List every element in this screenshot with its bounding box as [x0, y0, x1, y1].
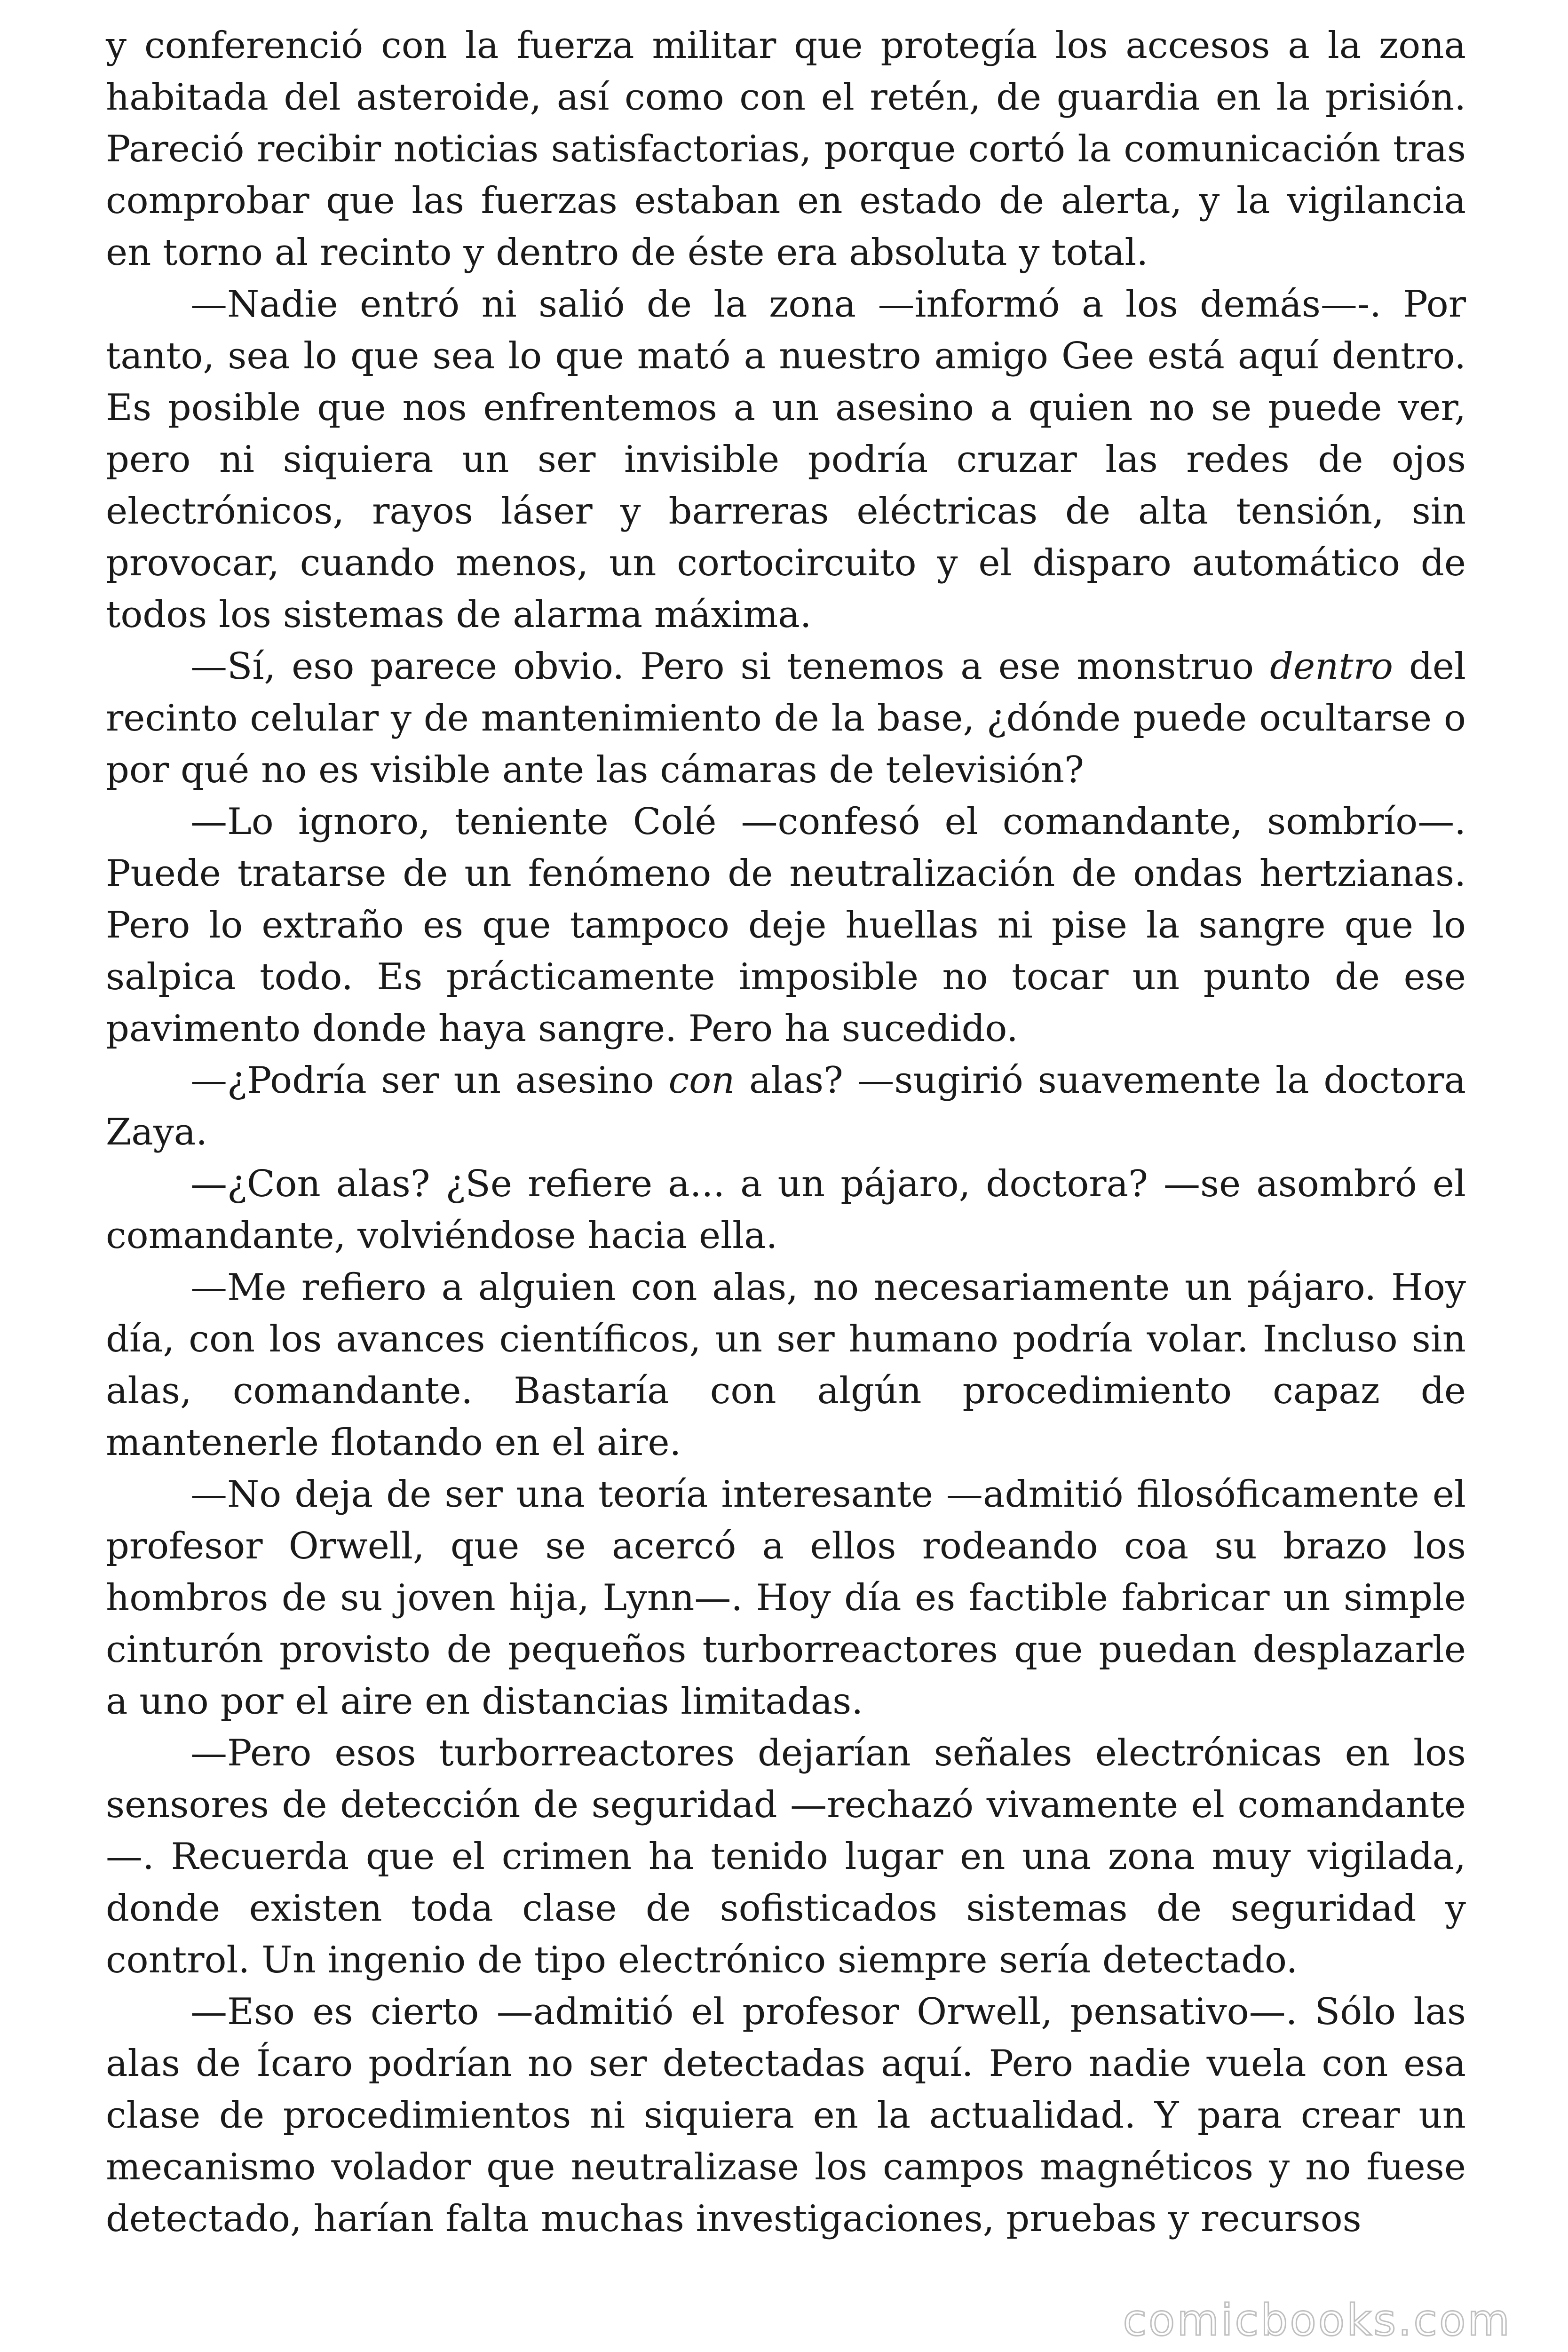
paragraph-text: del recinto celular y de mantenimiento de la base, ¿dónde puede ocultarse o por qué no es visible ante las cámaras de televisión? [106, 645, 1466, 791]
paragraph-text: alas? —sugirió suavemente la doctora Zaya. [106, 1059, 1466, 1153]
paragraph-text: —Me refiero a alguien con alas, no necesariamente un pájaro. Hoy día, con los avances científicos, un ser humano podría volar. Incluso sin alas, comandante. Bastaría con algún procedimiento capaz de mantenerle flotando en el aire. [106, 1266, 1466, 1464]
paragraph [106, 1469, 1466, 1727]
book-page-text [106, 20, 1466, 2245]
paragraph-text: —Nadie entró ni salió de la zona —informó a los demás—-. Por tanto, sea lo que sea lo que mató a nuestro amigo Gee está aquí dentro. Es posible que nos enfrentemos a un asesino a quien no se puede ver, pero ni siquiera un ser invisible podría cruzar las redes de ojos electrónicos, rayos láser y barreras eléctricas de alta tensión, sin provocar, cuando menos, un cortocircuito y el disparo automático de todos los sistemas de alarma máxima. [106, 283, 1466, 636]
paragraph [106, 641, 1466, 796]
paragraph-text: y conferenció con la fuerza militar que protegía los accesos a la zona habitada del asteroide, así como con el retén, de guardia en la prisión. Pareció recibir noticias satisfactorias, porque cortó la comunicación tras comprobar que las fuerzas estaban en estado de alerta, y la vigilancia en torno al recinto y dentro de éste era absoluta y total. [106, 24, 1466, 274]
paragraph [106, 1055, 1466, 1158]
paragraph-text: —No deja de ser una teoría interesante —admitió filosóficamente el profesor Orwell, que se acercó a ellos rodeando coa su brazo los hombros de su joven hija, Lynn—. Hoy día es factible fabricar un simple cinturón provisto de pequeños turborreactores que puedan desplazarle a uno por el aire en distancias limitadas. [106, 1473, 1466, 1723]
paragraph [106, 20, 1466, 278]
paragraph-text: —Eso es cierto —admitió el profesor Orwell, pensativo—. Sólo las alas de Ícaro podrían no ser detectadas aquí. Pero nadie vuela con esa clase de procedimientos ni siquiera en la actualidad. Y para crear un mecanismo volador que neutralizase los campos magnéticos y no fuese detectado, harían falta muchas investigaciones, pruebas y recursos [106, 1991, 1466, 2240]
paragraph [106, 1986, 1466, 2245]
paragraph [106, 1262, 1466, 1469]
italic-text: dentro [1270, 645, 1393, 688]
paragraph-text: —Sí, eso parece obvio. Pero si tenemos a ese monstruo [190, 645, 1270, 688]
paragraph-text: —Lo ignoro, teniente Colé —confesó el comandante, sombrío—. Puede tratarse de un fenómeno de neutralización de ondas hertzianas. Pero lo extraño es que tampoco deje huellas ni pise la sangre que lo salpica todo. Es prácticamente imposible no tocar un punto de ese pavimento donde haya sangre. Pero ha sucedido. [106, 801, 1466, 1050]
paragraph [106, 796, 1466, 1055]
watermark-logo: comicbooks.com [1123, 2295, 1512, 2345]
paragraph [106, 278, 1466, 641]
paragraph-text: —¿Con alas? ¿Se refiere a... a un pájaro, doctora? —se asombró el comandante, volviéndose hacia ella. [106, 1163, 1466, 1257]
paragraph [106, 1158, 1466, 1262]
italic-text: con [668, 1059, 735, 1102]
paragraph [106, 1727, 1466, 1986]
paragraph-text: —Pero esos turborreactores dejarían señales electrónicas en los sensores de detección de seguridad —rechazó vivamente el comandante—. Recuerda que el crimen ha tenido lugar en una zona muy vigilada, donde existen toda clase de sofisticados sistemas de seguridad y control. Un ingenio de tipo electrónico siempre sería detectado. [106, 1732, 1466, 1981]
paragraph-text: —¿Podría ser un asesino [190, 1059, 669, 1102]
